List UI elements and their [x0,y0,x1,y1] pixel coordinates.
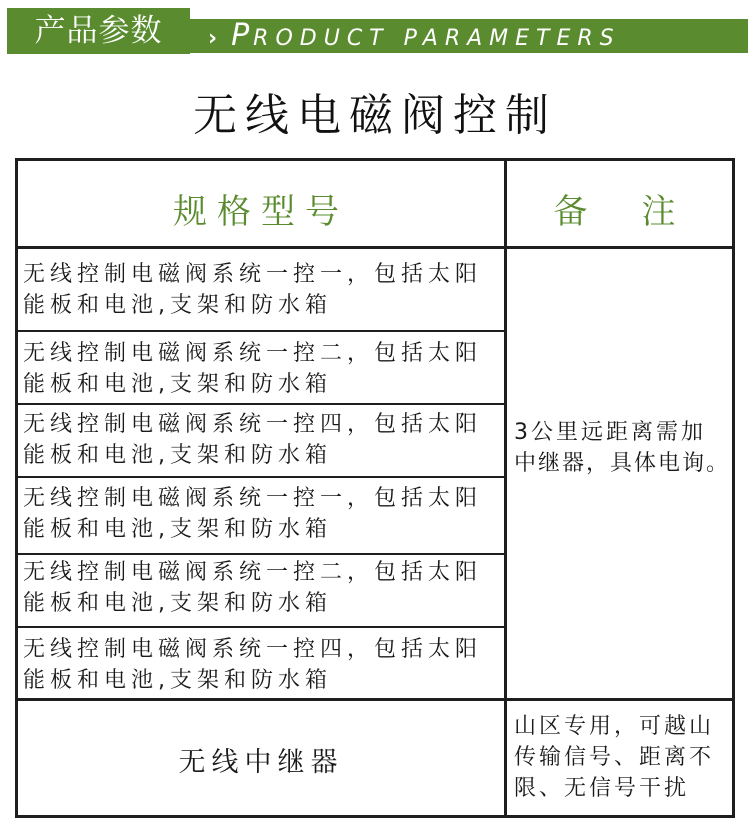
section-header [0,0,750,62]
row-line: 能板和电池,支架和防水箱 [23,517,332,542]
band-text: RODUCT PARAMETERS [253,26,621,51]
note-line: 山区专用，可越山 [514,714,715,739]
row-line: 能板和电池,支架和防水箱 [23,293,332,318]
table-divider [15,403,506,405]
table-row [23,338,503,400]
table-border-bottom [15,815,735,818]
table-row [23,557,503,619]
repeater-note [514,711,730,804]
table-divider [15,330,506,332]
note-line: 限、无信号干扰 [514,776,690,801]
row-line: 无线控制电磁阀系统一控四，包括太阳 [23,412,483,437]
note-line: 3公里远距离需加 [514,420,706,445]
section-badge: 产品参数 [7,8,190,54]
page-title: 无线电磁阀控制 [193,90,557,141]
band-initial: P [231,18,254,53]
row-line: 能板和电池,支架和防水箱 [23,443,332,468]
row-line: 能板和电池,支架和防水箱 [23,372,332,397]
table-divider [15,476,506,478]
row-line: 无线控制电磁阀系统一控一，包括太阳 [23,486,483,511]
table-row [23,259,503,321]
row-line: 无线控制电磁阀系统一控二，包括太阳 [23,341,483,366]
row-line: 无线控制电磁阀系统一控一，包括太阳 [23,262,483,287]
row-line: 能板和电池,支架和防水箱 [23,591,332,616]
row-line: 能板和电池,支架和防水箱 [23,668,332,693]
repeater-label: 无线中继器 [178,747,344,778]
table-divider [15,246,735,249]
note-line: 传输信号、距离不 [514,745,715,770]
chevron-right-icon: › [208,26,218,51]
table-row [23,409,503,471]
section-band [190,19,748,53]
table-divider [15,626,506,628]
spec-table [15,158,735,818]
column-header-spec: 规格型号 [173,192,349,232]
row-line: 无线控制电磁阀系统一控二，包括太阳 [23,560,483,585]
column-header-note: 备 注 [553,192,686,232]
table-border-left [15,158,18,818]
row-line: 无线控制电磁阀系统一控四，包括太阳 [23,637,483,662]
table-row [23,634,503,696]
table-border-right [732,158,735,818]
table-divider [15,698,735,701]
note-line: 中继器，具体电询。 [514,451,731,476]
merged-note [514,417,730,479]
table-border-top [15,158,735,161]
table-divider [15,553,506,555]
table-column-divider [504,158,507,818]
table-row [23,483,503,545]
